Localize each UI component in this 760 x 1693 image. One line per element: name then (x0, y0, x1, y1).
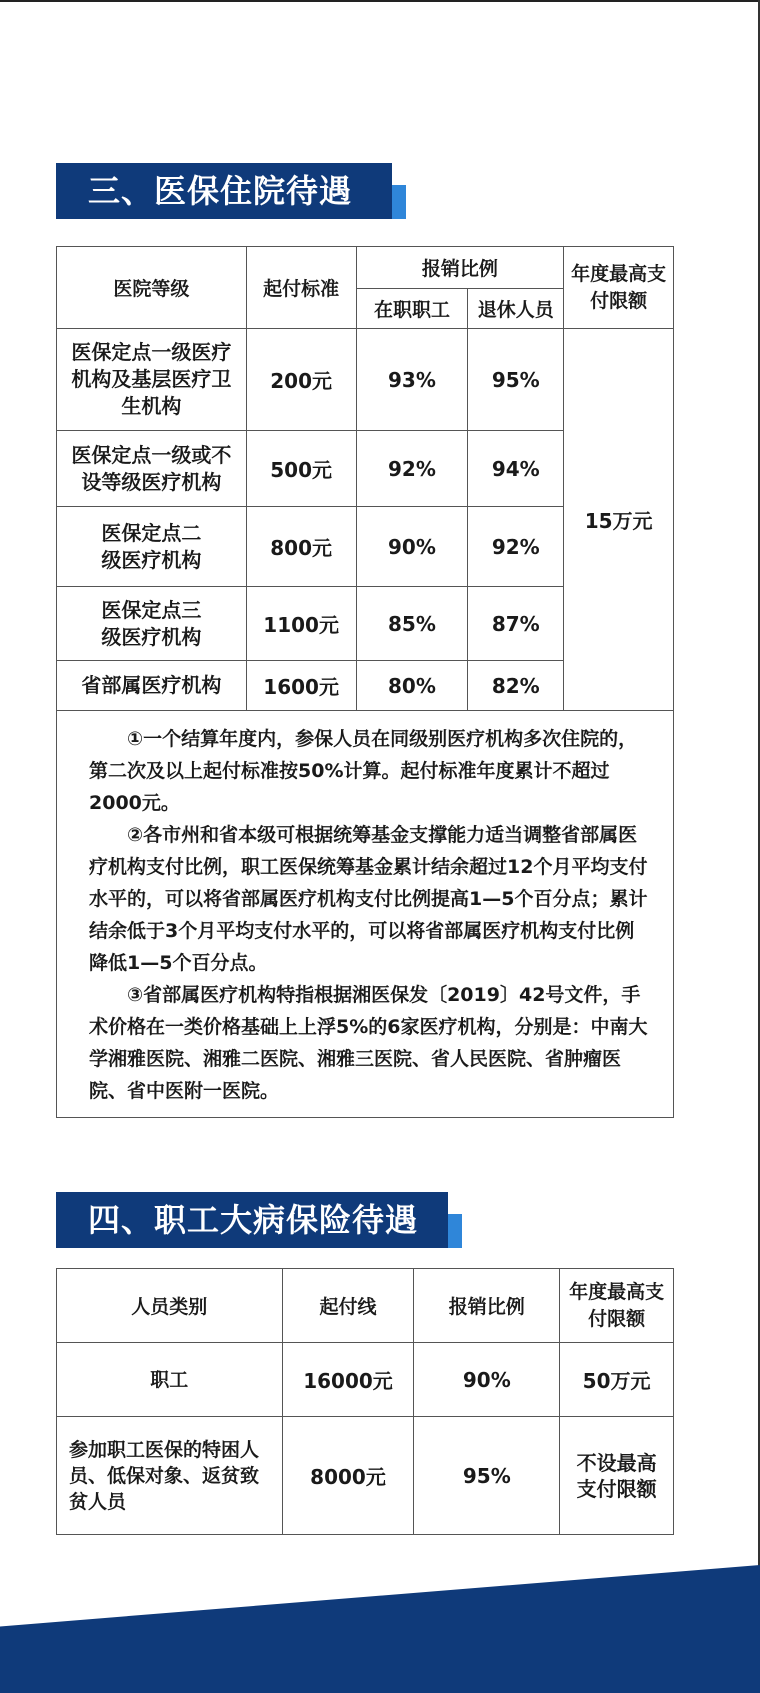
row-employed: 85% (356, 587, 468, 661)
note-2: ②各市州和省本级可根据统筹基金支撑能力适当调整省部属医疗机构支付比例，职工医保统筹基金累计结余超过12个月平均支付水平的，可以将省部属医疗机构支付比例提高1—5个百分点；累计结余低于3个月平均支付水平的，可以将省部属医疗机构支付比例降低1—5个百分点。 (89, 824, 648, 974)
row-ratio: 95% (414, 1417, 560, 1535)
row-level: 医保定点二级医疗机构 (57, 507, 247, 587)
row-deductible: 1100元 (246, 587, 356, 661)
row-deductible: 800元 (246, 507, 356, 587)
row-deductible: 1600元 (246, 661, 356, 711)
header-annual-max: 年度最高支付限额 (564, 247, 674, 329)
header-retired: 退休人员 (468, 289, 564, 329)
notes-cell (57, 711, 674, 1118)
critical-illness-table (56, 1268, 674, 1535)
row-retired: 92% (468, 507, 564, 587)
row-person-type: 参加职工医保的特困人员、低保对象、返贫致贫人员 (57, 1417, 283, 1535)
top-rule (0, 0, 760, 2)
row-retired: 82% (468, 661, 564, 711)
row-employed: 80% (356, 661, 468, 711)
header-annual-max: 年度最高支付限额 (560, 1269, 674, 1343)
table-row (57, 329, 674, 431)
note-1: ①一个结算年度内，参保人员在同级别医疗机构多次住院的，第二次及以上起付标准按50%计算。起付标准年度累计不超过2000元。 (89, 728, 638, 814)
row-threshold: 16000元 (282, 1343, 414, 1417)
row-level: 医保定点一级或不设等级医疗机构 (57, 431, 247, 507)
header-employed: 在职职工 (356, 289, 468, 329)
row-level: 医保定点三级医疗机构 (57, 587, 247, 661)
section4-title-accent (448, 1214, 462, 1248)
header-ratio: 报销比例 (414, 1269, 560, 1343)
row-retired: 95% (468, 329, 564, 431)
header-threshold: 起付线 (282, 1269, 414, 1343)
row-annual-max: 不设最高支付限额 (560, 1417, 674, 1535)
row-retired: 87% (468, 587, 564, 661)
table-row (57, 1417, 674, 1535)
row-employed: 93% (356, 329, 468, 431)
section4-title: 四、职工大病保险待遇 (88, 1201, 419, 1239)
table-row (57, 1343, 674, 1417)
annual-max-value: 15万元 (564, 329, 674, 711)
note-3: ③省部属医疗机构特指根据湘医保发〔2019〕42号文件，手术价格在一类价格基础上上浮5%的6家医疗机构，分别是：中南大学湘雅医院、湘雅二医院、湘雅三医院、省人民医院、省肿瘤医院、省中医附一医院。 (89, 984, 648, 1102)
header-deductible: 起付标准 (246, 247, 356, 329)
row-employed: 92% (356, 431, 468, 507)
inpatient-benefit-table (56, 246, 674, 1118)
row-level: 省部属医疗机构 (57, 661, 247, 711)
row-deductible: 500元 (246, 431, 356, 507)
header-hospital-level: 医院等级 (57, 247, 247, 329)
row-threshold: 8000元 (282, 1417, 414, 1535)
row-annual-max: 50万元 (560, 1343, 674, 1417)
header-person-type: 人员类别 (57, 1269, 283, 1343)
section3-title-accent (392, 185, 406, 219)
row-ratio: 90% (414, 1343, 560, 1417)
bottom-decorative-band (0, 1565, 760, 1693)
row-retired: 94% (468, 431, 564, 507)
section3-title: 三、医保住院待遇 (88, 172, 353, 210)
row-person-type: 职工 (57, 1343, 283, 1417)
row-level: 医保定点一级医疗机构及基层医疗卫生机构 (57, 329, 247, 431)
row-deductible: 200元 (246, 329, 356, 431)
header-reimbursement-ratio: 报销比例 (356, 247, 564, 289)
row-employed: 90% (356, 507, 468, 587)
